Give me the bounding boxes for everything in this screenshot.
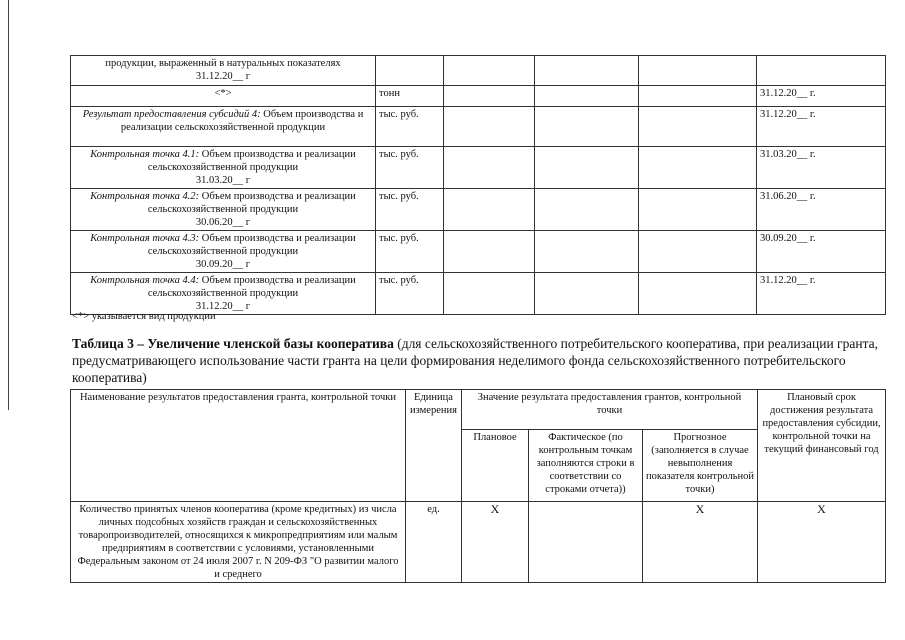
row-name-text: Объем производства и реализации сельскохозяйственной продукции [147,149,356,173]
row-name-text: Объем производства и реализации сельскохозяйственной продукции [147,191,356,215]
row-unit: тыс. руб. [376,231,444,273]
empty-cell [639,86,757,107]
empty-cell [535,189,639,231]
header-deadline: Плановый срок достижения результата предоставления субсидии, контрольной точки на текущий финансовый год [758,390,886,502]
row-name-prefix: Контрольная точка 4.4: [90,275,200,286]
row-unit: тонн [376,86,444,107]
table-row [71,56,886,86]
empty-cell [639,231,757,273]
row-deadline: 30.09.20__ г. [757,231,886,273]
empty-cell [535,56,639,86]
row-date: 30.06.20__ г [195,217,251,228]
table-row [71,107,886,147]
row-planned: X [462,502,529,583]
footnote: <*> указывается вид продукции [72,311,216,322]
row-name-prefix: Результат предоставления субсидий 4: [82,109,261,120]
header-forecast: Прогнозное (заполняется в случае невыполнения показателя контрольной точки) [643,430,758,502]
row-date: 30.09.20__ г [195,259,251,270]
empty-cell [444,147,535,189]
table-3-title: Таблица 3 – Увеличение членской базы кооператива [72,336,394,351]
row-name [71,56,376,86]
header-name: Наименование результатов предоставления гранта, контрольной точки [71,390,406,502]
row-unit: тыс. руб. [376,189,444,231]
row-name-text: Объем производства и реализации сельскохозяйственной продукции [147,275,356,299]
table-2-continuation [70,55,886,315]
row-name [71,107,376,147]
empty-cell [639,273,757,315]
empty-cell [444,189,535,231]
row-deadline: 31.06.20__ г. [757,189,886,231]
table-3 [70,389,886,583]
row-actual [529,502,643,583]
row-name-text: <*> [214,88,232,99]
row-name-text: Объем производства и реализации сельскохозяйственной продукции [120,109,364,133]
row-unit: тыс. руб. [376,273,444,315]
row-deadline: 31.12.20__ г. [757,86,886,107]
row-name: Количество принятых членов кооператива (кроме кредитных) из числа личных подсобных хозяйств граждан и сельскохозяйственных товаропроизводителей, относящихся к микропредприятиям или малым предприятиям в соответствии с условиями, установленными Федеральным законом от 24 июля 2007 г. N 209-ФЗ "О развитии малого и среднего [71,502,406,583]
row-deadline: 31.03.20__ г. [757,147,886,189]
row-name [71,147,376,189]
empty-cell [535,147,639,189]
row-name [71,86,376,107]
row-date: 31.12.20__ г [195,71,251,82]
table-3-subtitle: (для сельскохозяйственного потребительского кооператива, при реализации гранта, предусматривающего использование части гранта на цели формирования неделимого фонда сельскохозяйственного потребительского кооператива) [72,336,878,385]
row-date: 31.03.20__ г [195,175,251,186]
header-planned: Плановое [462,430,529,502]
row-name-prefix: Контрольная точка 4.3: [90,233,200,244]
header-actual: Фактическое (по контрольным точкам заполняются строки в соответствии со строками отчета)) [529,430,643,502]
row-name [71,273,376,315]
row-deadline [757,56,886,86]
row-deadline: 31.12.20__ г. [757,273,886,315]
row-name-prefix: Контрольная точка 4.2: [90,191,200,202]
table-row [71,273,886,315]
table-3-heading [72,335,882,386]
empty-cell [639,189,757,231]
empty-cell [639,56,757,86]
row-name [71,189,376,231]
empty-cell [535,107,639,147]
header-values-group: Значение результата предоставления грантов, контрольной точки [462,390,758,430]
empty-cell [535,273,639,315]
row-deadline: X [758,502,886,583]
row-name-prefix: Контрольная точка 4.1: [90,149,200,160]
empty-cell [639,147,757,189]
empty-cell [444,231,535,273]
row-name-text: продукции, выраженный в натуральных показателях [105,58,341,69]
row-unit [376,56,444,86]
table-row [71,502,886,583]
row-deadline: 31.12.20__ г. [757,107,886,147]
row-name [71,231,376,273]
empty-cell [444,86,535,107]
row-unit: тыс. руб. [376,107,444,147]
empty-cell [444,107,535,147]
table-row [71,86,886,107]
empty-cell [535,86,639,107]
empty-cell [444,56,535,86]
table-row [71,147,886,189]
left-margin-line [8,0,9,410]
table-row [71,189,886,231]
row-date: 31.12.20__ г [195,301,251,312]
row-name-text: Объем производства и реализации сельскохозяйственной продукции [147,233,356,257]
table-row [71,231,886,273]
empty-cell [444,273,535,315]
empty-cell [535,231,639,273]
header-unit: Единица измерения [406,390,462,502]
row-unit: ед. [406,502,462,583]
empty-cell [639,107,757,147]
row-unit: тыс. руб. [376,147,444,189]
row-forecast: X [643,502,758,583]
